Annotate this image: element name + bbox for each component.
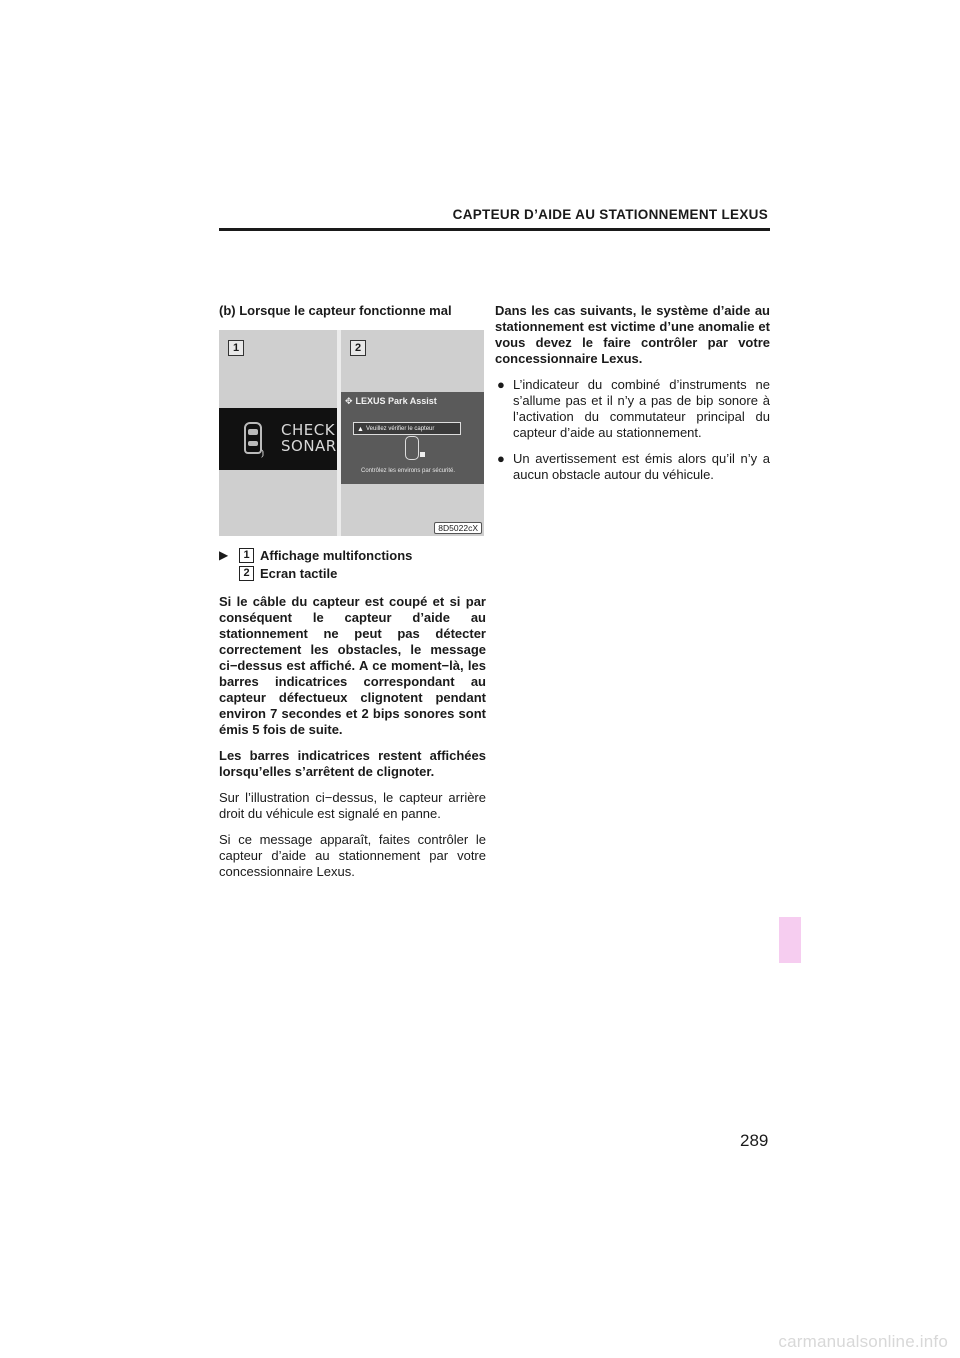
warning-text: Veuillez vérifier le capteur (366, 426, 435, 432)
paragraph: Si ce message apparaît, faites contrôler le capteur d’aide au stationnement par votre concessionnaire Lexus. (219, 832, 486, 879)
bullet-list (495, 377, 770, 483)
bullet-icon: ● (497, 451, 505, 466)
legend-label: Ecran tactile (260, 565, 338, 581)
touch-screen-footer: Contrôlez les environs par sécurité. (361, 468, 456, 474)
arrow-right-icon: ▶ (219, 548, 229, 562)
legend-label: Affichage multifonctions (260, 547, 413, 563)
faulty-sensor-indicator (420, 452, 425, 457)
park-assist-icon: ✥ (345, 396, 353, 406)
list-item (495, 377, 770, 441)
check-line: CHECK (281, 421, 336, 439)
touch-screen-title (345, 396, 437, 407)
touch-screen-title-text: LEXUS Park Assist (355, 396, 437, 406)
left-column (219, 303, 486, 890)
check-sonar-text (281, 422, 337, 454)
bullet-icon: ● (497, 377, 505, 392)
page-number: 289 (740, 1131, 769, 1150)
watermark: carmanualsonline.info (778, 1332, 948, 1351)
page-header-title: CAPTEUR D’AIDE AU STATIONNEMENT LEXUS (452, 207, 768, 222)
figure-legend (219, 546, 486, 582)
sonar-line: SONAR (281, 437, 337, 455)
paragraph: Sur l’illustration ci−dessus, le capteur arrière droit du véhicule est signalé en panne. (219, 790, 486, 821)
legend-number: 1 (239, 548, 254, 563)
sonar-wave-icon: ⦆ (261, 448, 265, 459)
panel-touch-screen (341, 330, 484, 536)
section-subtitle: (b) Lorsque le capteur fonctionne mal (219, 303, 452, 318)
section-tab-mark (779, 917, 801, 963)
touch-screen-car-icon (405, 436, 419, 460)
touch-screen-display (341, 392, 484, 484)
panel-number-2: 2 (350, 340, 366, 356)
list-item-text: L’indicateur du combiné d’instruments ne s’allume pas et il n’y a pas de bip sonore à l’activation du commutateur principal du capteur d’aide au stationnement. (513, 377, 770, 440)
paragraph-bold: Si le câble du capteur est coupé et si par conséquent le capteur d’aide au stationnement ne peut pas détecter correctement les obstacles, le message ci−dessus est affiché. A ce moment−là, les barres indicatrices correspondant au capteur défectueux clignotent pendant environ 7 secondes et 2 bips sonores sont émis 5 fois de suite. (219, 594, 486, 737)
list-item-text: Un avertissement est émis alors qu’il n’y a aucun obstacle autour du véhicule. (513, 451, 770, 482)
figure-code: 8D5022cX (434, 522, 482, 534)
legend-item (219, 546, 486, 564)
warning-bar (353, 422, 461, 435)
paragraph-bold: Dans les cas suivants, le système d’aide au stationnement est victime d’une anomalie et vous devez le faire contrôler par votre concessionnaire Lexus. (495, 303, 770, 366)
illustration-figure (219, 330, 484, 536)
paragraph-bold: Les barres indicatrices restent affichées lorsqu’elles s’arrêtent de clignoter. (219, 748, 486, 779)
right-column (495, 303, 770, 493)
legend-item (219, 564, 486, 582)
panel-multifunction-display (219, 330, 337, 536)
legend-number: 2 (239, 566, 254, 581)
header-rule (219, 228, 770, 231)
panel-number-1: 1 (228, 340, 244, 356)
multifunction-display-screen (219, 408, 337, 470)
warning-triangle-icon: ▲ (357, 426, 364, 433)
car-icon (244, 422, 262, 454)
list-item (495, 451, 770, 483)
